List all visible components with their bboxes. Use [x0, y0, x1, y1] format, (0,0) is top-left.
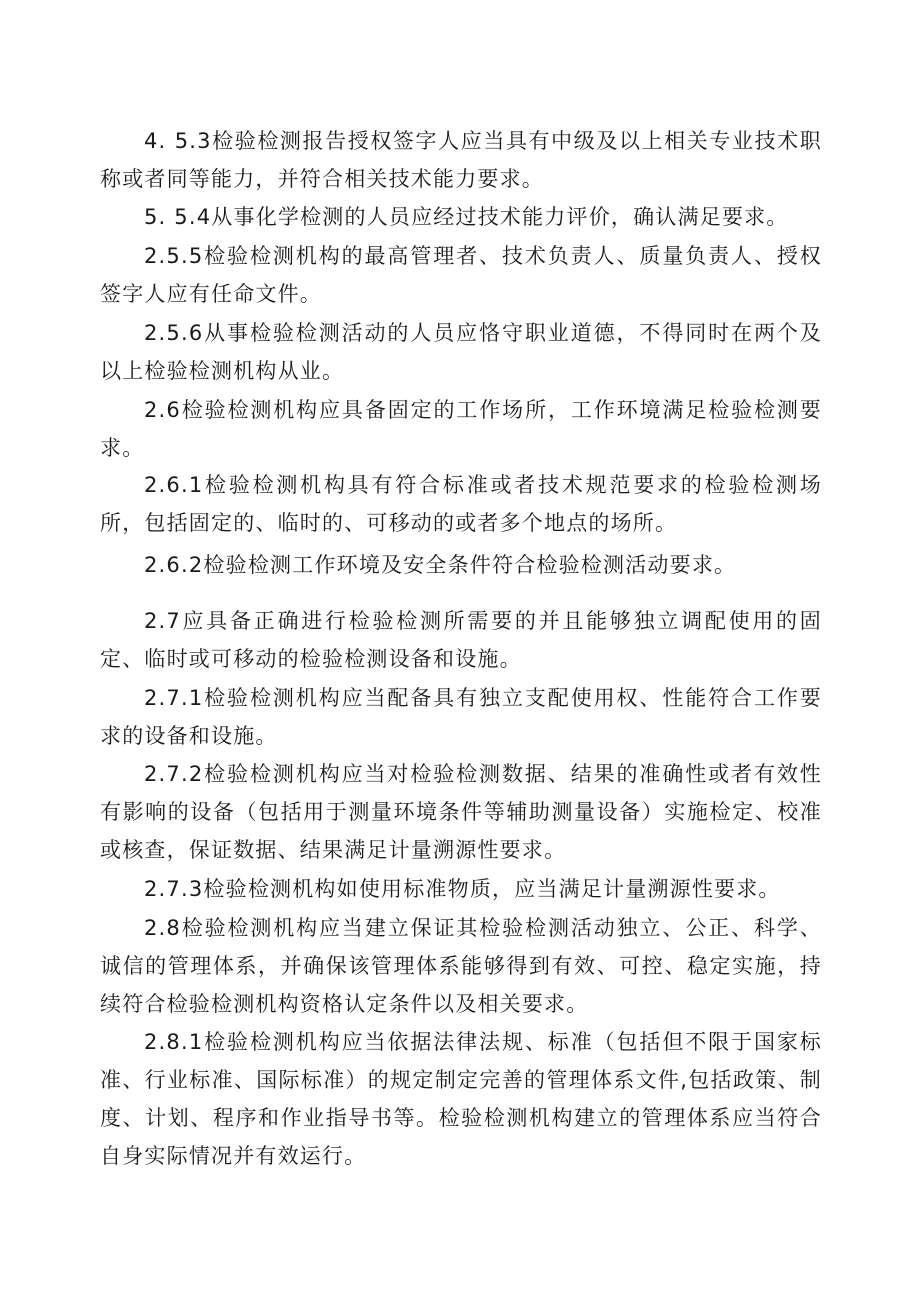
paragraph-2-7: 2.7应具备正确进行检验检测所需要的并且能够独立调配使用的固定、临时或可移动的检验检测设备和设施。 — [100, 609, 822, 671]
paragraph-2-8-1: 2.8.1检验检测机构应当依据法律法规、标准（包括但不限于国家标准、行业标准、国际标准）的规定制定完善的管理体系文件,包括政策、制度、计划、程序和作业指导书等。检验检测机构建立的管理体系应当符合自身实际情况并有效运行。 — [100, 1030, 822, 1168]
paragraph-2-7-1: 2.7.1检验检测机构应当配备具有独立支配使用权、性能符合工作要求的设备和设施。 — [100, 686, 822, 748]
paragraph-2-7-2: 2.7.2检验检测机构应当对检验检测数据、结果的准确性或者有效性有影响的设备（包括用于测量环境条件等辅助测量设备）实施检定、校准或核查，保证数据、结果满足计量溯源性要求。 — [100, 762, 822, 862]
paragraph-2-6-1: 2.6.1检验检测机构具有符合标准或者技术规范要求的检验检测场所，包括固定的、临时的、可移动的或者多个地点的场所。 — [100, 473, 822, 535]
paragraph-2-6: 2.6检验检测机构应具备固定的工作场所，工作环境满足检验检测要求。 — [100, 398, 822, 460]
paragraph-2-7-3: 2.7.3检验检测机构如使用标准物质，应当满足计量溯源性要求。 — [144, 877, 781, 901]
paragraph-2-8: 2.8检验检测机构应当建立保证其检验检测活动独立、公正、科学、诚信的管理体系，并确保该管理体系能够得到有效、可控、稳定实施，持续符合检验检测机构资格认定条件以及相关要求。 — [100, 916, 822, 1016]
paragraph-2-5-6: 2.5.6从事检验检测活动的人员应恪守职业道德，不得同时在两个及以上检验检测机构从业。 — [100, 321, 822, 383]
paragraph-2-5-5: 2.5.5检验检测机构的最高管理者、技术负责人、质量负责人、授权签字人应有任命文件。 — [100, 244, 822, 306]
paragraph-2-6-2: 2.6.2检验检测工作环境及安全条件符合检验检测活动要求。 — [144, 553, 737, 577]
paragraph-4-5-3: 4. 5.3检验检测报告授权签字人应当具有中级及以上相关专业技术职称或者同等能力，并符合相关技术能力要求。 — [100, 129, 822, 191]
paragraph-5-5-4: 5. 5.4从事化学检测的人员应经过技术能力评价，确认满足要求。 — [144, 205, 789, 229]
